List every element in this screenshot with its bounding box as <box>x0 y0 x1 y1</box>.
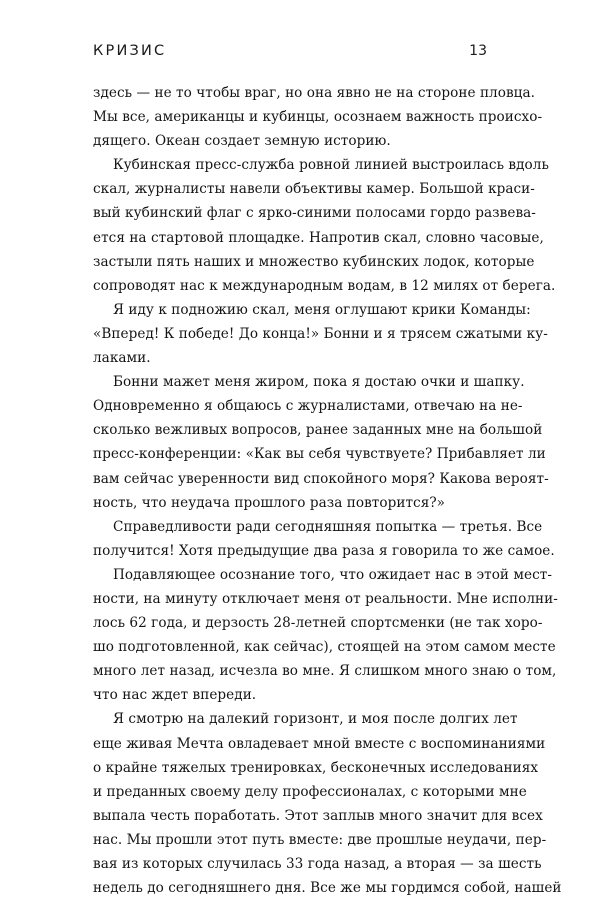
text-line: пресс-конференции: «Как вы себя чувствуете? Прибавляет ли <box>93 446 546 463</box>
text-line: еще живая Мечта овладевает мной вместе с воспоминаниями <box>93 735 546 752</box>
text-line: здесь — не то чтобы враг, но она явно не на стороне пловца. <box>93 85 535 101</box>
text-line: Кубинская пресс-служба ровной линией выстроилась вдоль <box>113 157 549 174</box>
text-line: выпала честь поработать. Этот заплыв много значит для всех <box>93 807 543 824</box>
text-line: вый кубинский флаг с ярко-синими полосами гордо развева- <box>93 205 536 222</box>
text-line: получится! Хотя предыдущие два раза я говорила то же самое. <box>93 542 555 559</box>
text-line: Одновременно я общаюсь с журналистами, отвечаю на не- <box>93 398 523 415</box>
text-line: застыли пять наших и множество кубинских лодок, которые <box>93 253 535 270</box>
text-line: и преданных своему делу профессионалах, с которыми мне <box>93 783 527 800</box>
running-head <box>93 43 487 65</box>
text-line: нас. Мы прошли этот путь вместе: две прошлые неудачи, пер- <box>93 831 547 848</box>
text-line: шо подготовленной, как сейчас), стоящей на этом самом месте <box>93 639 556 656</box>
text-line: Справедливости ради сегодняшняя попытка — третья. Все <box>113 518 543 535</box>
text-line: лось 62 года, и дерзость 28-летней спортсменки (не так хоро- <box>93 615 543 632</box>
text-line: Я иду к подножию скал, меня оглушают крики Команды: <box>113 301 531 318</box>
text-line: недель до сегодняшнего дня. Все же мы гордимся собой, нашей <box>93 880 562 897</box>
text-line: дящего. Океан создает земную историю. <box>93 133 391 150</box>
text-line: ность, что неудача прошлого раза повторится?» <box>93 494 446 511</box>
page-number: 13 <box>469 43 487 59</box>
body-text <box>93 81 562 900</box>
text-line: сколько вежливых вопросов, ранее заданных мне на большой <box>93 422 543 439</box>
text-line: сопроводят нас к международным водам, в 12 милях от берега. <box>93 277 556 294</box>
text-line: вая из которых случилась 33 года назад, а вторая — за шесть <box>93 856 542 872</box>
text-line: лаками. <box>93 350 151 367</box>
chapter-title: КРИЗИС <box>93 43 167 59</box>
text-line: много лет назад, исчезла во мне. Я слишком много знаю о том, <box>93 663 557 680</box>
text-line: ется на стартовой площадке. Напротив скал, словно часовые, <box>93 229 544 246</box>
text-line: вам сейчас уверенности вид спокойного моря? Какова вероят- <box>93 470 549 487</box>
text-line: «Вперед! К победе! До конца!» Бонни и я трясем сжатыми ку- <box>93 325 548 342</box>
text-line: Я смотрю на далекий горизонт, и моя после долгих лет <box>113 711 518 728</box>
text-line: что нас ждет впереди. <box>93 687 257 704</box>
text-line: Бонни мажет меня жиром, пока я достаю очки и шапку. <box>113 374 525 391</box>
text-line: скал, журналисты навели объективы камер. Большой краси- <box>93 181 535 198</box>
text-line: о крайне тяжелых тренировках, бесконечных исследованиях <box>93 759 539 776</box>
text-line: ности, на минуту отключает меня от реальности. Мне исполни- <box>93 590 558 607</box>
text-line: Мы все, американцы и кубинцы, осознаем важность происхо- <box>93 109 543 126</box>
text-line: Подавляющее осознание того, что ожидает нас в этой мест- <box>113 566 553 583</box>
